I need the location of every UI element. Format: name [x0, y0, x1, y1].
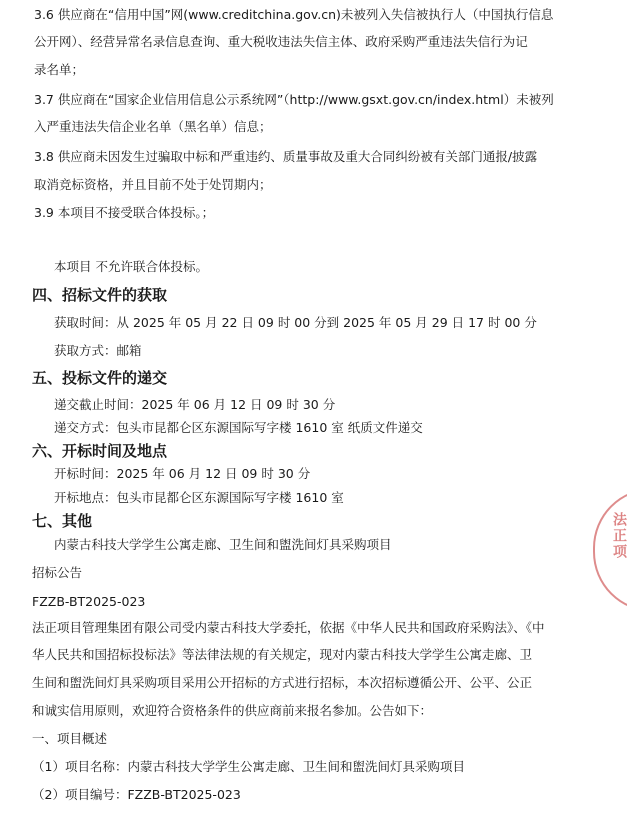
text-line: 取消竞标资格，并且目前不处于处罚期内； — [34, 177, 272, 192]
text-line: 招标公告 — [32, 565, 83, 580]
seal-text: 法正项 — [611, 512, 627, 560]
text-line: 华人民共和国招标投标法》等法律法规的有关规定，现对内蒙古科技大学学生公寓走廊、卫 — [32, 647, 533, 662]
text-line: 递交方式：包头市昆都仑区东源国际写字楼 1610 室 纸质文件递交 — [54, 420, 423, 435]
text-line: 和诚实信用原则，欢迎符合资格条件的供应商前来报名参加。公告如下： — [32, 703, 433, 718]
text-line: 法正项目管理集团有限公司受内蒙古科技大学委托，依据《中华人民共和国政府采购法》、《中 — [32, 620, 545, 635]
text-line: 3.6 供应商在“信用中国”网(www.creditchina.gov.cn)未被列入失信被执行人（中国执行信息 — [34, 7, 554, 22]
text-line: 3.8 供应商未因发生过骗取中标和严重违约、质量事故及重大合同纠纷被有关部门通报/披露 — [34, 149, 538, 164]
text-line: 3.9 本项目不接受联合体投标。； — [34, 205, 215, 220]
section-heading: 六、开标时间及地点 — [32, 442, 168, 460]
text-line: 内蒙古科技大学学生公寓走廊、卫生间和盥洗间灯具采购项目 — [54, 537, 392, 552]
text-line: 开标地点：包头市昆都仑区东源国际写字楼 1610 室 — [54, 490, 344, 505]
text-line: 获取时间：从 2025 年 05 月 22 日 09 时 00 分到 2025 年 05 月 29 日 17 时 00 分 — [54, 315, 537, 330]
section-heading: 七、其他 — [32, 512, 93, 530]
text-line: 生间和盥洗间灯具采购项目采用公开招标的方式进行招标，本次招标遵循公开、公平、公正 — [32, 675, 533, 690]
text-line: 公开网）、经营异常名录信息查询、重大税收违法失信主体、政府采购严重违法失信行为记 — [34, 34, 528, 49]
text-line: FZZB-BT2025-023 — [32, 594, 146, 609]
text-line: 一、项目概述 — [32, 731, 108, 746]
text-line: 递交截止时间：2025 年 06 月 12 日 09 时 30 分 — [54, 397, 336, 412]
text-line: 录名单； — [34, 62, 85, 77]
text-line: 3.7 供应商在“国家企业信用信息公示系统网”（http://www.gsxt.gov.cn/index.html）未被列 — [34, 92, 554, 107]
section-heading: 四、招标文件的获取 — [32, 286, 168, 304]
official-seal — [593, 488, 627, 612]
text-line: 开标时间：2025 年 06 月 12 日 09 时 30 分 — [54, 466, 311, 481]
text-line: 入严重违法失信企业名单（黑名单）信息； — [34, 119, 272, 134]
section-heading: 五、投标文件的递交 — [32, 369, 168, 387]
text-line: 获取方式：邮箱 — [54, 343, 142, 358]
text-line: （1）项目名称：内蒙古科技大学学生公寓走廊、卫生间和盥洗间灯具采购项目 — [32, 759, 465, 774]
text-line: 本项目 不允许联合体投标。 — [54, 259, 208, 274]
text-line: （2）项目编号：FZZB-BT2025-023 — [32, 787, 241, 802]
